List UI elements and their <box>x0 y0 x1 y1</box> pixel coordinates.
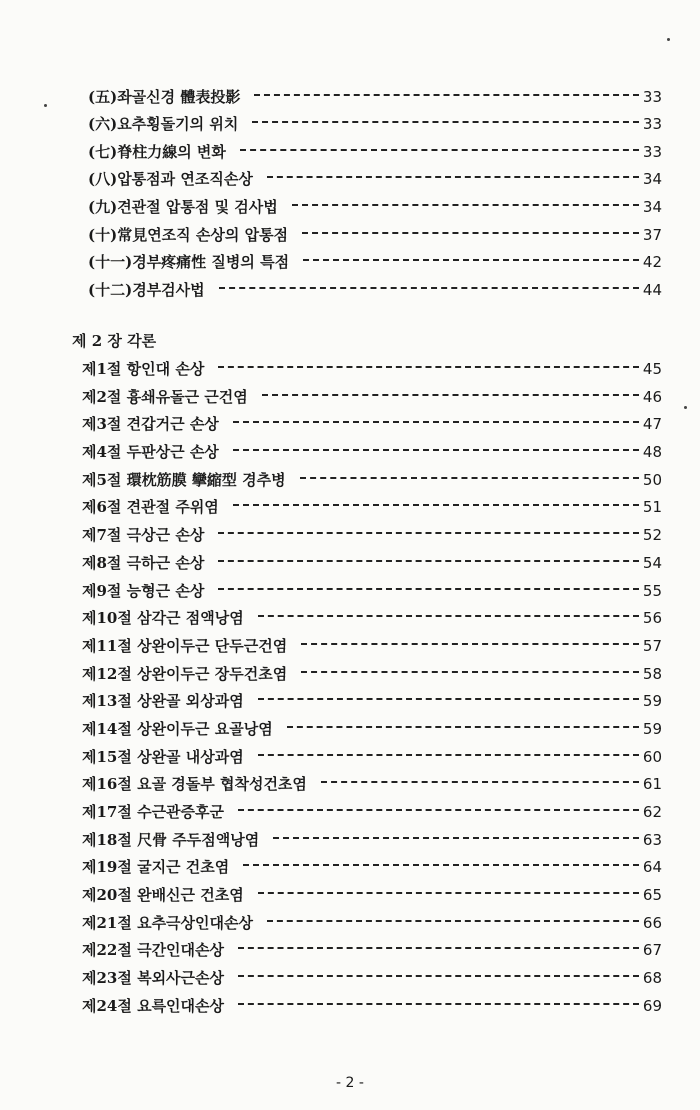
toc-entry <box>82 912 662 933</box>
toc-entry-title: 제10절 삼각근 점액낭염 <box>82 609 244 627</box>
toc-entry-page: 46 <box>642 388 662 406</box>
leader-dots <box>238 947 639 949</box>
page-number: - 2 - <box>336 1075 364 1091</box>
leader-dots <box>258 615 639 617</box>
toc-entry-page: 47 <box>642 415 662 433</box>
leader-dots <box>218 366 639 368</box>
toc-entry-title: 제20절 완배신근 건초염 <box>82 886 244 904</box>
leader-dots <box>233 421 639 423</box>
leader-dots <box>243 864 639 866</box>
toc-entry-title: (七)脊柱力線의 변화 <box>88 143 226 161</box>
toc-entry-page: 65 <box>642 886 662 904</box>
toc-entry <box>82 607 662 628</box>
toc-entry <box>82 635 662 656</box>
toc-entry <box>82 552 662 573</box>
toc-entry-title: 제22절 극간인대손상 <box>82 941 225 959</box>
toc-entry-title: 제7절 극상근 손상 <box>82 526 205 544</box>
toc-entry-title: 제4절 두판상근 손상 <box>82 443 219 461</box>
toc-entry <box>82 856 662 877</box>
toc-entry-page: 69 <box>642 997 662 1015</box>
leader-dots <box>233 449 639 451</box>
toc-entry-title: 제24절 요륵인대손상 <box>82 997 225 1015</box>
leader-dots <box>238 975 639 977</box>
toc-entry <box>88 251 662 272</box>
toc-entry-page: 62 <box>642 803 662 821</box>
toc-entry-page: 56 <box>642 609 662 627</box>
toc-entry-title: (五)좌골신경 體表投影 <box>88 88 241 106</box>
leader-dots <box>218 588 639 590</box>
toc-entry-page: 63 <box>642 831 662 849</box>
toc-entry <box>88 196 662 217</box>
leader-dots <box>258 892 639 894</box>
toc-entry <box>82 580 662 601</box>
toc-entry-title: 제2절 흉쇄유돌근 근건염 <box>82 388 248 406</box>
toc-entry-page: 44 <box>642 281 662 299</box>
leader-dots <box>292 204 639 206</box>
toc-entry-title: 제6절 견관절 주위염 <box>82 498 219 516</box>
toc-entry-page: 59 <box>642 720 662 738</box>
toc-entry-title: (十)常見연조직 손상의 압통점 <box>88 226 289 244</box>
toc-entry-title: 제15절 상완골 내상과염 <box>82 748 244 766</box>
leader-dots <box>254 94 639 96</box>
toc-entry-page: 58 <box>642 665 662 683</box>
toc-entry <box>82 496 662 517</box>
leader-dots <box>267 920 639 922</box>
toc-entry <box>82 718 662 739</box>
toc-entry-title: 제17절 수근관증후군 <box>82 803 225 821</box>
toc-entry <box>82 773 662 794</box>
toc-entry <box>82 967 662 988</box>
toc-entry <box>82 441 662 462</box>
toc-entry-page: 60 <box>642 748 662 766</box>
toc-entry-page: 52 <box>642 526 662 544</box>
toc-entry-title: 제9절 능형근 손상 <box>82 582 205 600</box>
toc-entry-page: 68 <box>642 969 662 987</box>
scan-speck <box>44 104 47 107</box>
toc-entry-title: 제13절 상완골 외상과염 <box>82 692 244 710</box>
leader-dots <box>303 259 639 261</box>
toc-entry <box>82 884 662 905</box>
toc-entry-title: 제3절 견갑거근 손상 <box>82 415 219 433</box>
toc-entry-title: 제18절 尺骨 주두점액낭염 <box>82 831 260 849</box>
toc-entry-page: 33 <box>642 88 662 106</box>
toc-entry-title: (十一)경부疼痛性 질병의 특점 <box>88 253 290 271</box>
leader-dots <box>240 149 639 151</box>
leader-dots <box>321 781 639 783</box>
toc-entry <box>82 995 662 1016</box>
scan-speck <box>684 406 687 409</box>
toc-entry-title: 제12절 상완이두근 장두건초염 <box>82 665 288 683</box>
leader-dots <box>258 754 639 756</box>
leader-dots <box>302 232 639 234</box>
toc-entry <box>88 168 662 189</box>
toc-entry <box>82 386 662 407</box>
toc-entry-title: (八)압통점과 연조직손상 <box>88 170 253 188</box>
toc-entry <box>82 524 662 545</box>
toc-entry <box>88 141 662 162</box>
toc-entry-page: 67 <box>642 941 662 959</box>
toc-entry-title: 제5절 環枕筋膜 攣縮型 경추병 <box>82 471 286 489</box>
toc-entry-page: 54 <box>642 554 662 572</box>
toc-entry-title: 제14절 상완이두근 요골낭염 <box>82 720 273 738</box>
toc-entry-page: 33 <box>642 115 662 133</box>
toc-entry <box>88 86 662 107</box>
toc-entry-title: 제11절 상완이두근 단두근건염 <box>82 637 288 655</box>
toc-entry-page: 34 <box>642 170 662 188</box>
toc-entry <box>88 279 662 300</box>
toc-entry <box>82 469 662 490</box>
toc-entry-page: 50 <box>642 471 662 489</box>
toc-entry-page: 42 <box>642 253 662 271</box>
toc-entry-title: 제8절 극하근 손상 <box>82 554 205 572</box>
toc-entry-page: 61 <box>642 775 662 793</box>
leader-dots <box>301 671 639 673</box>
leader-dots <box>219 287 639 289</box>
leader-dots <box>262 394 639 396</box>
toc-entry <box>82 663 662 684</box>
leader-dots <box>238 1003 639 1005</box>
toc-entry <box>82 358 662 379</box>
toc-entry-page: 48 <box>642 443 662 461</box>
toc-entry-page: 66 <box>642 914 662 932</box>
toc-entry-page: 33 <box>642 143 662 161</box>
toc-entry <box>82 829 662 850</box>
toc-entry <box>82 939 662 960</box>
leader-dots <box>233 504 639 506</box>
leader-dots <box>301 643 639 645</box>
toc-entry-page: 34 <box>642 198 662 216</box>
toc-entry-title: 제21절 요추극상인대손상 <box>82 914 253 932</box>
leader-dots <box>258 698 639 700</box>
toc-entry <box>82 690 662 711</box>
leader-dots <box>273 837 639 839</box>
toc-entry <box>88 113 662 134</box>
leader-dots <box>300 477 639 479</box>
toc-entry <box>82 801 662 822</box>
toc-entry-page: 64 <box>642 858 662 876</box>
toc-entry-page: 57 <box>642 637 662 655</box>
toc-entry-title: (十二)경부검사법 <box>88 281 205 299</box>
toc-entry-page: 51 <box>642 498 662 516</box>
toc-entry-title: 제23절 복외사근손상 <box>82 969 225 987</box>
leader-dots <box>238 809 639 811</box>
toc-entry-title: (九)견관절 압통점 및 검사법 <box>88 198 278 216</box>
leader-dots <box>218 560 639 562</box>
toc-entry <box>88 224 662 245</box>
toc-entry-title: (六)요추횡돌기의 위치 <box>88 115 239 133</box>
toc-entry-page: 55 <box>642 582 662 600</box>
leader-dots <box>218 532 639 534</box>
chapter-heading: 제 2 장 각론 <box>72 332 157 350</box>
toc-entry-page: 37 <box>642 226 662 244</box>
toc-entry-title: 제16절 요골 경돌부 협착성건초염 <box>82 775 307 793</box>
toc-entry <box>82 413 662 434</box>
toc-entry-page: 45 <box>642 360 662 378</box>
toc-entry-page: 59 <box>642 692 662 710</box>
toc-entry-title: 제19절 굴지근 건초염 <box>82 858 230 876</box>
leader-dots <box>252 121 639 123</box>
leader-dots <box>287 726 639 728</box>
leader-dots <box>267 176 639 178</box>
toc-entry-title: 제1절 항인대 손상 <box>82 360 205 378</box>
scan-speck <box>667 38 670 41</box>
toc-entry <box>82 746 662 767</box>
